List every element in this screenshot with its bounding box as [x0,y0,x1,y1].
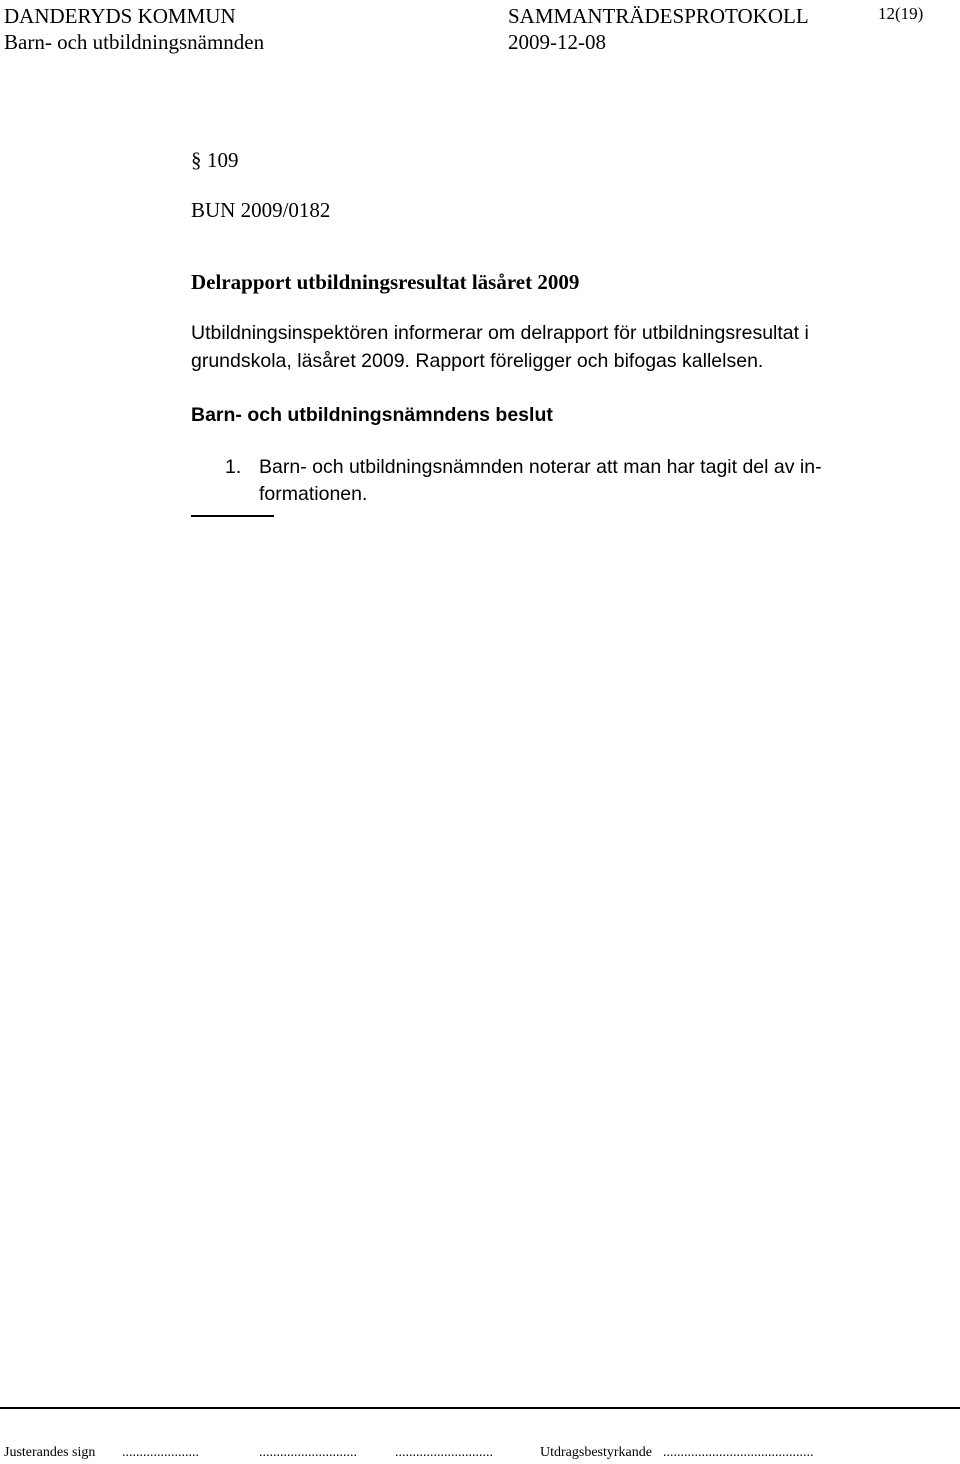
body-line-2: grundskola, läsåret 2009. Rapport föreligger och bifogas kallelsen. [191,350,764,372]
municipality-name: DANDERYDS KOMMUN [4,4,236,28]
decision-number: 1. [225,456,242,478]
utdrag-signature-line: ........................................... [663,1445,814,1460]
meeting-date: 2009-12-08 [508,30,606,54]
signature-line-2: ............................ [259,1445,357,1460]
section-symbol: § [191,148,202,172]
decision-line-1: Barn- och utbildningsnämnden noterar att man har tagit del av in- [259,456,822,478]
justerandes-sign-label: Justerandes sign [4,1445,96,1460]
section-end-rule [191,515,274,517]
signature-line-1: ...................... [122,1445,199,1460]
page-number: 12(19) [878,4,924,23]
section-number: 109 [207,148,239,172]
decision-heading: Barn- och utbildningsnämndens beslut [191,404,553,426]
document-type: SAMMANTRÄDESPROTOKOLL [508,4,809,28]
committee-name: Barn- och utbildningsnämnden [4,30,265,54]
body-line-1: Utbildningsinspektören informerar om delrapport för utbildningsresultat i [191,322,809,344]
utdragsbestyrkande-label: Utdragsbestyrkande [540,1445,652,1460]
decision-line-2: formationen. [259,483,368,505]
signature-line-3: ............................ [395,1445,493,1460]
footer-rule [0,1407,960,1409]
case-id: BUN 2009/0182 [191,198,331,222]
section-title: Delrapport utbildningsresultat läsåret 2009 [191,270,580,294]
